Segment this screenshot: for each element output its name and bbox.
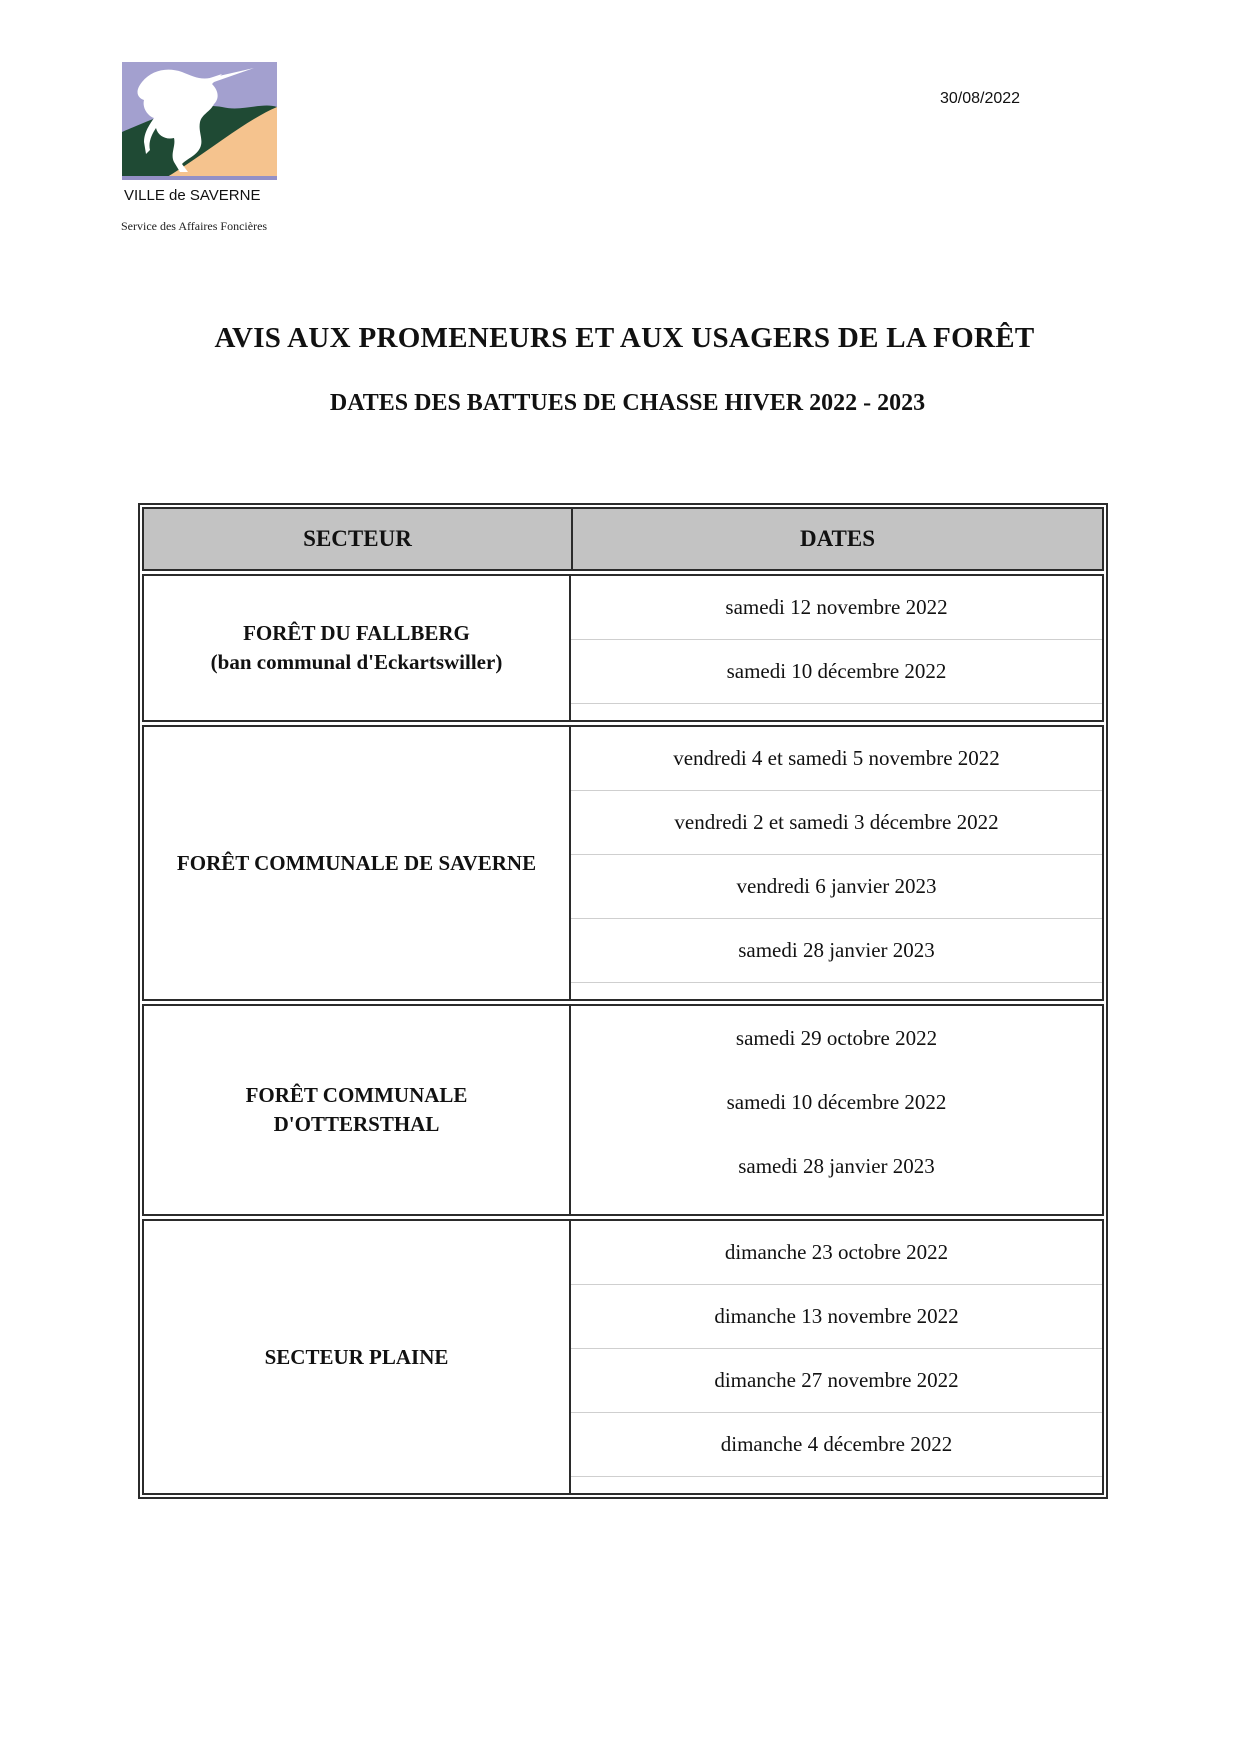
table-header bbox=[142, 507, 1104, 571]
column-header-dates: DATES bbox=[800, 526, 875, 551]
date-entry: samedi 10 décembre 2022 bbox=[571, 640, 1102, 704]
date-entry: samedi 28 janvier 2023 bbox=[571, 919, 1102, 983]
sector-name-line: FORÊT DU FALLBERG bbox=[243, 621, 470, 645]
date-entry: vendredi 6 janvier 2023 bbox=[571, 855, 1102, 919]
table-row bbox=[142, 574, 1104, 722]
sector-name bbox=[144, 1006, 571, 1214]
row-spacer bbox=[571, 1198, 1102, 1214]
sector-name bbox=[144, 1221, 571, 1493]
date-entry: samedi 12 novembre 2022 bbox=[571, 576, 1102, 640]
page-title: AVIS AUX PROMENEURS ET AUX USAGERS DE LA FORÊT bbox=[214, 322, 1035, 354]
dates-cell bbox=[571, 1006, 1102, 1214]
date-entry: samedi 10 décembre 2022 bbox=[726, 1089, 947, 1114]
date-entry: dimanche 27 novembre 2022 bbox=[571, 1349, 1102, 1413]
service-name: Service des Affaires Foncières bbox=[121, 219, 268, 233]
date-entry: samedi 28 janvier 2023 bbox=[738, 1153, 935, 1178]
date-entry: vendredi 4 et samedi 5 novembre 2022 bbox=[571, 727, 1102, 791]
date-entry: dimanche 23 octobre 2022 bbox=[571, 1221, 1102, 1285]
sector-name-line: D'OTTERSTHAL bbox=[273, 1112, 440, 1136]
dates-cell bbox=[571, 727, 1102, 999]
row-spacer bbox=[571, 983, 1102, 999]
org-name: VILLE de SAVERNE bbox=[124, 187, 261, 204]
sector-name-line: FORÊT COMMUNALE bbox=[245, 1083, 468, 1107]
table-row bbox=[142, 1004, 1104, 1216]
row-spacer bbox=[571, 1477, 1102, 1493]
sector-name bbox=[144, 727, 571, 999]
date-entry: vendredi 2 et samedi 3 décembre 2022 bbox=[571, 791, 1102, 855]
hunting-dates-table bbox=[138, 503, 1108, 1499]
dates-cell bbox=[571, 1221, 1102, 1493]
unicorn-logo-icon bbox=[122, 62, 277, 180]
sector-name bbox=[144, 576, 571, 720]
sector-name-line: (ban communal d'Eckartswiller) bbox=[210, 650, 503, 674]
date-entry: samedi 29 octobre 2022 bbox=[735, 1025, 938, 1050]
table-row bbox=[142, 1219, 1104, 1495]
sector-name-line: SECTEUR PLAINE bbox=[264, 1344, 449, 1369]
date-entry: dimanche 13 novembre 2022 bbox=[571, 1285, 1102, 1349]
page-subtitle: DATES DES BATTUES DE CHASSE HIVER 2022 - 2023 bbox=[329, 390, 926, 416]
dates-cell bbox=[571, 576, 1102, 720]
date-entry: dimanche 4 décembre 2022 bbox=[571, 1413, 1102, 1477]
table-row bbox=[142, 725, 1104, 1001]
sector-name-line: FORÊT COMMUNALE DE SAVERNE bbox=[176, 850, 537, 875]
column-header-sector: SECTEUR bbox=[144, 509, 573, 569]
document-date: 30/08/2022 bbox=[940, 90, 1021, 107]
city-logo bbox=[122, 62, 277, 180]
row-spacer bbox=[571, 704, 1102, 720]
